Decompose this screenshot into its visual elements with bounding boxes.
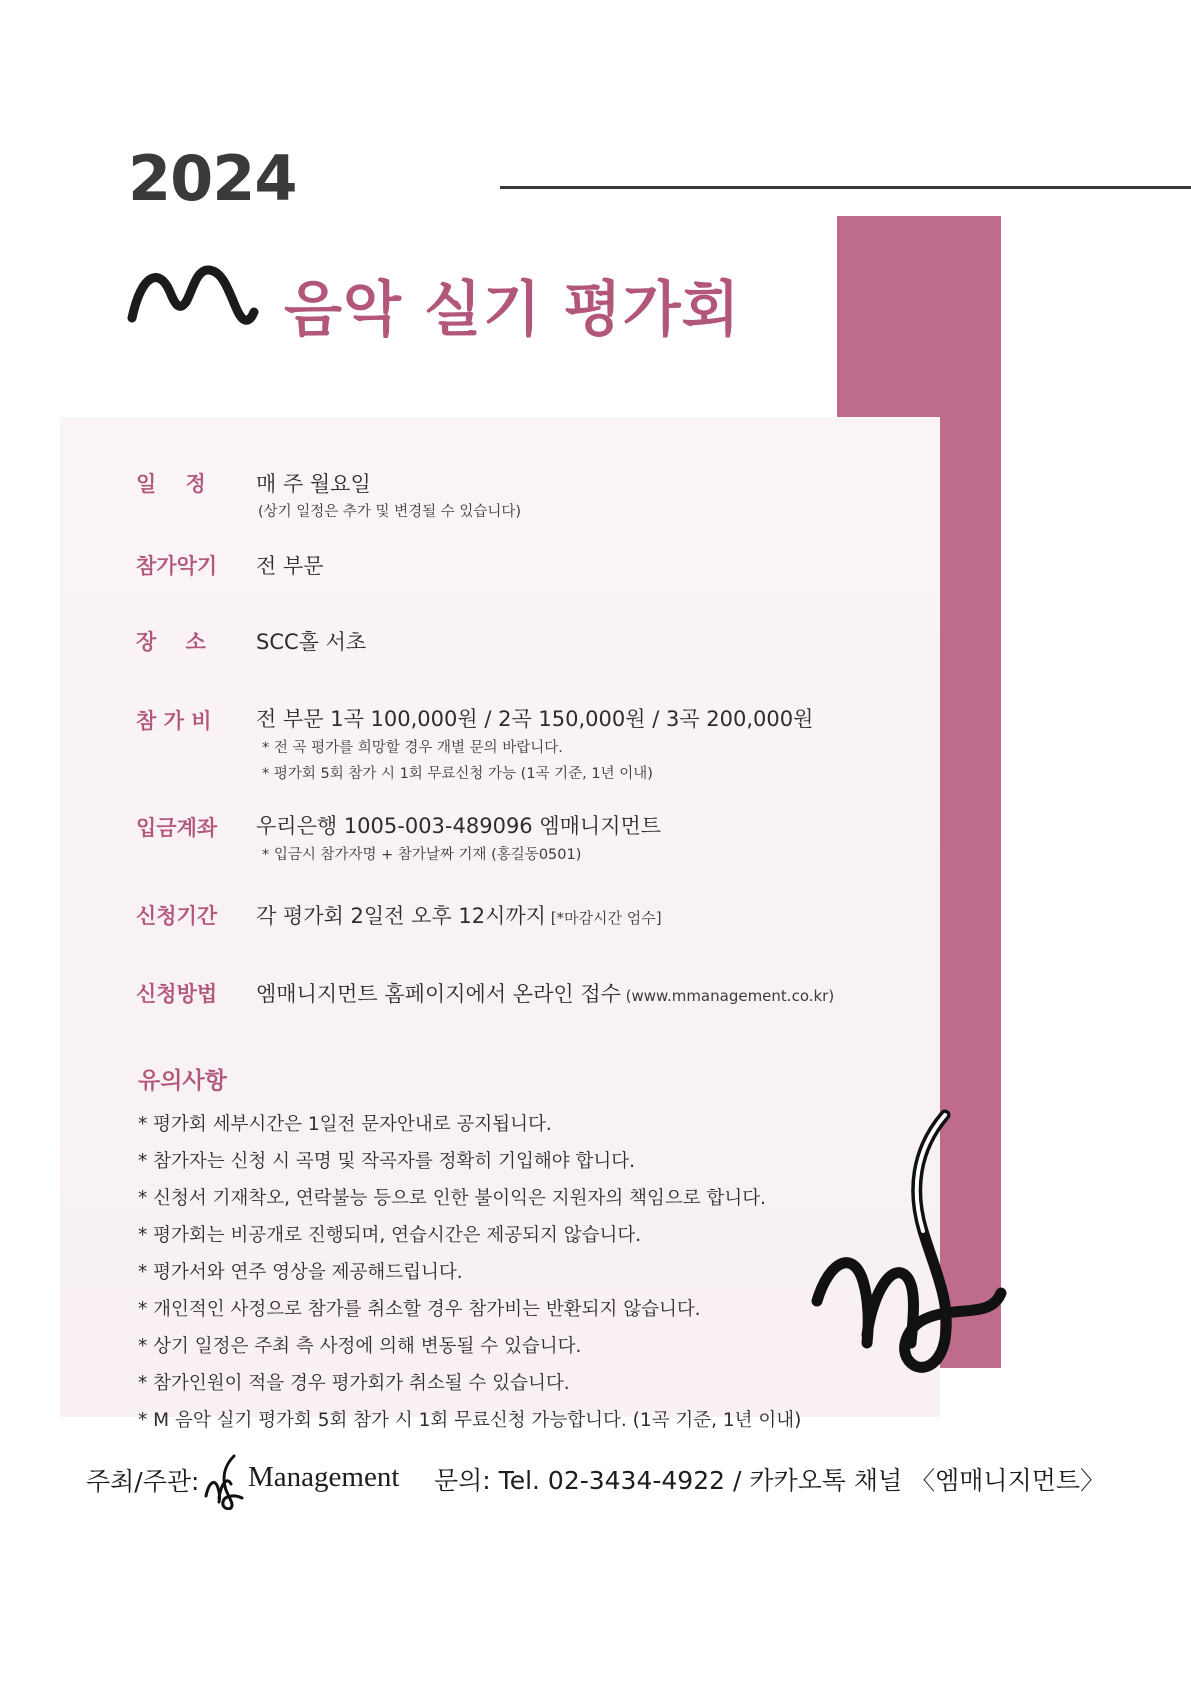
info-label: 입금계좌 (136, 816, 218, 840)
info-label: 신청기간 (136, 904, 218, 928)
info-value-suffix: [*마감시간 엄수] (545, 909, 662, 927)
m-script-logo-icon (795, 1095, 1025, 1385)
notice-item: * 참가자는 신청 시 곡명 및 작곡자를 정확히 기입해야 합니다. (138, 1151, 635, 1172)
notice-item: * 상기 일정은 주최 측 사정에 의해 변동될 수 있습니다. (138, 1336, 582, 1357)
notice-item: * 참가인원이 적을 경우 평가회가 취소될 수 있습니다. (138, 1373, 570, 1394)
page-title: 음악 실기 평가회 (284, 275, 741, 345)
notice-item: * 평가회는 비공개로 진행되며, 연습시간은 제공되지 않습니다. (138, 1225, 642, 1246)
info-note: * 입금시 참가자명 + 참가날짜 기재 (홍길동0501) (262, 847, 582, 863)
notice-item: * M 음악 실기 평가회 5회 참가 시 1회 무료신청 가능합니다. (1곡 기준, 1년 이내) (138, 1410, 802, 1431)
notice-item: * 평가서와 연주 영상을 제공해드립니다. (138, 1262, 463, 1283)
info-value-text: 각 평가회 2일전 오후 12시까지 (256, 904, 546, 928)
info-value (256, 978, 834, 1008)
header-divider (500, 186, 1191, 189)
notice-item: * 평가회 세부시간은 1일전 문자안내로 공지됩니다. (138, 1114, 552, 1135)
info-value: 우리은행 1005-003-489096 엠매니지먼트 (256, 814, 662, 838)
info-note: (상기 일정은 추가 및 변경될 수 있습니다) (258, 504, 522, 520)
page-year: 2024 (128, 142, 297, 215)
info-label: 참가악기 (136, 554, 218, 578)
info-note: * 평가회 5회 참가 시 1회 무료신청 가능 (1곡 기준, 1년 이내) (262, 766, 653, 782)
m-wave-logo-icon (126, 262, 260, 332)
info-value: 전 부문 1곡 100,000원 / 2곡 150,000원 / 3곡 200,000원 (256, 707, 814, 731)
info-label: 신청방법 (136, 982, 218, 1006)
footer-contact: 문의: Tel. 02-3434-4922 / 카카오톡 채널 〈엠매니지먼트〉 (434, 1466, 1106, 1495)
footer-host-label: 주최/주관: (86, 1467, 200, 1496)
info-value (256, 900, 662, 930)
info-label: 일 정 (136, 472, 206, 496)
info-value-suffix: (www.mmanagement.co.kr) (620, 987, 835, 1005)
notice-item: * 신청서 기재착오, 연락불능 등으로 인한 불이익은 지원자의 책임으로 합니다. (138, 1188, 766, 1209)
info-value: 전 부문 (256, 554, 324, 578)
m-script-logo-icon-footer (200, 1452, 252, 1510)
notice-item: * 개인적인 사정으로 참가를 취소할 경우 참가비는 반환되지 않습니다. (138, 1299, 701, 1320)
info-value-text: 엠매니지먼트 홈페이지에서 온라인 접수 (256, 982, 621, 1006)
notice-heading: 유의사항 (138, 1068, 227, 1094)
info-value: 매 주 월요일 (256, 472, 371, 496)
info-label: 참 가 비 (136, 709, 212, 733)
info-label: 장 소 (136, 630, 206, 654)
info-value: SCC홀 서초 (256, 630, 367, 654)
info-note: * 전 곡 평가를 희망할 경우 개별 문의 바랍니다. (262, 740, 563, 756)
footer-brand-name: Management (248, 1461, 400, 1493)
